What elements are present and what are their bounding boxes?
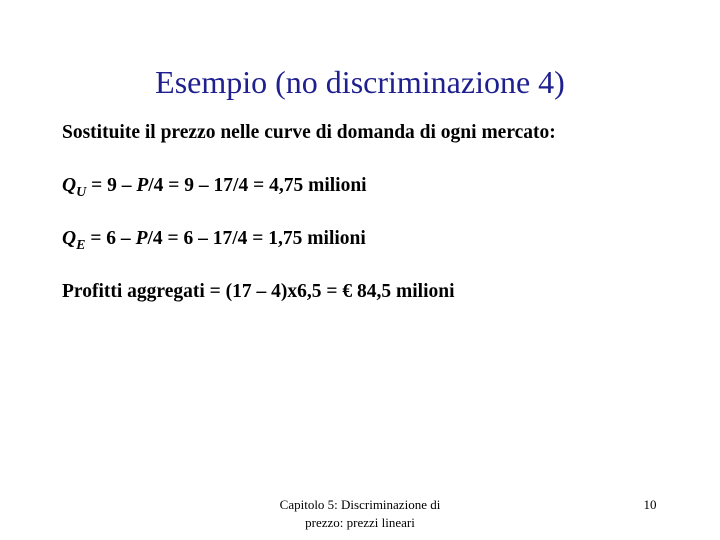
- quantity-subscript: E: [76, 238, 86, 253]
- equation-qu: [62, 174, 367, 200]
- footer-caption-line2: prezzo: prezzi lineari: [305, 515, 415, 530]
- quantity-symbol: Q: [62, 228, 77, 249]
- slide-number: 10: [643, 497, 657, 512]
- equation-part-b: /4 = 9 – 17/4 = 4,75 milioni: [148, 175, 367, 196]
- quantity-symbol: Q: [62, 175, 77, 196]
- equation-part-b: /4 = 6 – 17/4 = 1,75 milioni: [147, 228, 366, 249]
- equation-qe: [62, 227, 366, 253]
- intro-text: Sostituite il prezzo nelle curve di domanda di ogni mercato:: [62, 122, 556, 143]
- quantity-subscript: U: [76, 185, 87, 200]
- equation-part-a: = 9 –: [86, 175, 137, 196]
- price-symbol: P: [135, 228, 148, 249]
- price-symbol: P: [136, 175, 149, 196]
- slide-title: Esempio (no discriminazione 4): [155, 64, 565, 100]
- footer-caption: [250, 496, 470, 532]
- equation-part-a: = 6 –: [85, 228, 136, 249]
- profit-text: Profitti aggregati = (17 – 4)x6,5 = € 84,5 milioni: [62, 281, 455, 302]
- footer-caption-line1: Capitolo 5: Discriminazione di: [279, 497, 441, 512]
